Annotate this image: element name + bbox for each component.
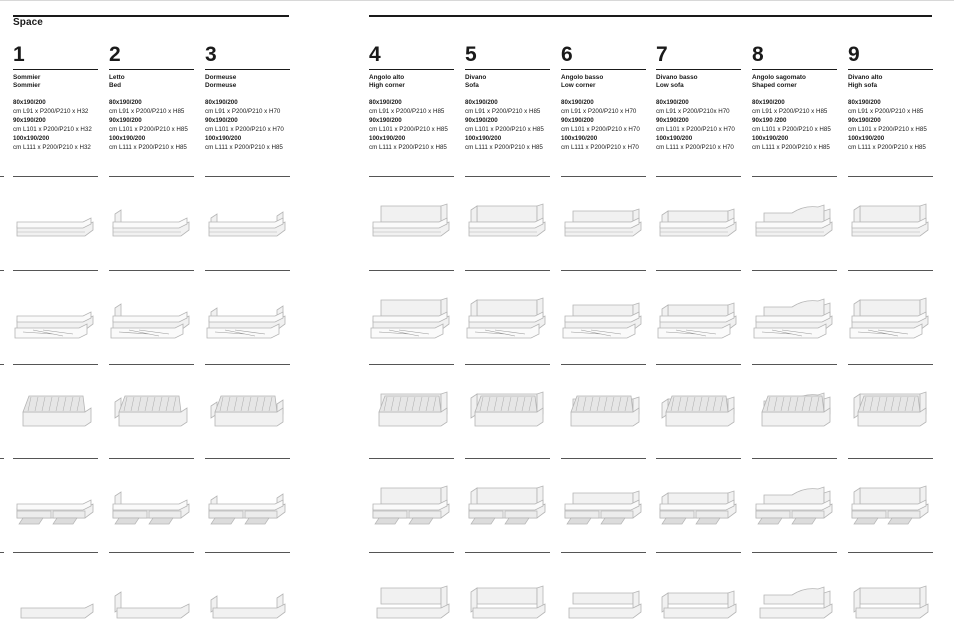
- row-rule: [561, 270, 646, 271]
- dimension-list: [752, 99, 837, 152]
- furniture-illustration-frame-only: [656, 578, 741, 628]
- overall-dimensions: cm L111 x P200/P210 x H85: [205, 143, 283, 151]
- model-number: 7: [656, 43, 668, 66]
- furniture-illustration-frame-only: [465, 578, 550, 628]
- model-number: 8: [752, 43, 764, 66]
- row-rule: [369, 364, 454, 365]
- furniture-illustration-frame-only: [369, 578, 454, 628]
- furniture-illustration-trundle-closed: [109, 196, 194, 246]
- model-name: [369, 74, 454, 90]
- overall-dimensions: cm L91 x P200/P210 x H70: [561, 107, 637, 115]
- furniture-illustration-drawers-open: [205, 478, 290, 528]
- mattress-size: 90x190/200: [656, 116, 689, 124]
- furniture-illustration-trundle-closed: [13, 196, 98, 246]
- furniture-illustration-drawers-open: [752, 478, 837, 528]
- bed-drawing: [205, 384, 290, 434]
- row-rule: [465, 176, 550, 177]
- furniture-illustration-frame-only: [848, 578, 933, 628]
- overall-dimensions: cm L111 x P200/P210 x H85: [109, 143, 187, 151]
- furniture-illustration-trundle-open: [369, 290, 454, 340]
- furniture-illustration-storage-lifted: [752, 384, 837, 434]
- bed-drawing: [205, 196, 290, 246]
- row-rule: [13, 176, 98, 177]
- bed-drawing: [848, 578, 933, 628]
- model-name: [752, 74, 837, 90]
- bed-drawing: [752, 384, 837, 434]
- furniture-illustration-storage-lifted: [465, 384, 550, 434]
- dimension-list: [848, 99, 933, 152]
- overall-dimensions: cm L91 x P200/P210 x H70: [205, 107, 281, 115]
- furniture-illustration-drawers-open: [13, 478, 98, 528]
- row-rule: [465, 552, 550, 553]
- furniture-illustration-storage-lifted: [848, 384, 933, 434]
- row-rule: [656, 364, 741, 365]
- model-name-it: Divano: [465, 74, 487, 81]
- model-name: [848, 74, 933, 90]
- furniture-illustration-storage-lifted: [109, 384, 194, 434]
- dimension-list: [465, 99, 550, 152]
- mattress-size: 80x190/200: [656, 99, 689, 106]
- bed-drawing: [848, 478, 933, 528]
- furniture-illustration-trundle-closed: [205, 196, 290, 246]
- bed-drawing: [205, 478, 290, 528]
- furniture-illustration-drawers-open: [109, 478, 194, 528]
- model-name-it: Dormeuse: [205, 74, 237, 81]
- section-title: Space: [13, 17, 43, 28]
- row-rule: [369, 270, 454, 271]
- row-rule: [848, 176, 933, 177]
- furniture-illustration-trundle-closed: [561, 196, 646, 246]
- mattress-size: 100x190/200: [752, 134, 789, 142]
- column-rule: [205, 69, 290, 70]
- furniture-illustration-drawers-open: [656, 478, 741, 528]
- model-number: 9: [848, 43, 860, 66]
- model-number: 1: [13, 43, 25, 66]
- bed-drawing: [656, 290, 741, 340]
- model-name-en: Bed: [109, 82, 122, 89]
- bed-drawing: [656, 478, 741, 528]
- furniture-illustration-trundle-open: [465, 290, 550, 340]
- row-tick: [0, 364, 4, 365]
- bed-drawing: [465, 578, 550, 628]
- model-name-it: Sommier: [13, 74, 41, 81]
- overall-dimensions: cm L101 x P200/P210 x H85: [465, 125, 544, 133]
- overall-dimensions: cm L111 x P200/P210 x H32: [13, 143, 91, 151]
- bed-drawing: [752, 196, 837, 246]
- model-name-en: Shaped corner: [752, 82, 797, 89]
- row-rule: [848, 552, 933, 553]
- model-number: 2: [109, 43, 121, 66]
- row-tick: [0, 176, 4, 177]
- mattress-size: 80x190/200: [13, 99, 46, 106]
- row-rule: [465, 270, 550, 271]
- furniture-illustration-frame-only: [13, 578, 98, 628]
- mattress-size: 90x190/200: [205, 116, 238, 124]
- overall-dimensions: cm L91 x P200/P210 x H85: [848, 107, 924, 115]
- row-rule: [205, 270, 290, 271]
- model-name-en: Low corner: [561, 82, 596, 89]
- bed-drawing: [656, 578, 741, 628]
- model-name-it: Angolo basso: [561, 74, 604, 81]
- bed-drawing: [752, 290, 837, 340]
- row-rule: [752, 270, 837, 271]
- model-name-it: Divano alto: [848, 74, 883, 81]
- product-column-4: [369, 44, 454, 152]
- dimension-list: [561, 99, 646, 152]
- furniture-illustration-trundle-open: [13, 290, 98, 340]
- bed-drawing: [656, 384, 741, 434]
- mattress-size: 100x190/200: [465, 134, 502, 142]
- furniture-illustration-storage-lifted: [13, 384, 98, 434]
- column-rule: [465, 69, 550, 70]
- bed-drawing: [109, 384, 194, 434]
- model-name: [465, 74, 550, 90]
- column-rule: [561, 69, 646, 70]
- bed-drawing: [109, 478, 194, 528]
- column-rule: [13, 69, 98, 70]
- bed-drawing: [465, 196, 550, 246]
- mattress-size: 90x190 /200: [752, 116, 787, 124]
- row-rule: [205, 176, 290, 177]
- overall-dimensions: cm L111 x P200/P210 x H85: [369, 143, 447, 151]
- mattress-size: 90x190/200: [109, 116, 142, 124]
- mattress-size: 100x190/200: [848, 134, 885, 142]
- model-name: [561, 74, 646, 90]
- mattress-size: 80x190/200: [109, 99, 142, 106]
- mattress-size: 80x190/200: [369, 99, 402, 106]
- furniture-illustration-storage-lifted: [205, 384, 290, 434]
- mattress-size: 100x190/200: [561, 134, 598, 142]
- row-rule: [109, 176, 194, 177]
- bed-drawing: [752, 478, 837, 528]
- bed-drawing: [13, 384, 98, 434]
- mattress-size: 90x190/200: [13, 116, 46, 124]
- row-rule: [656, 552, 741, 553]
- model-name: [109, 74, 194, 90]
- model-number: 6: [561, 43, 573, 66]
- mattress-size: 100x190/200: [109, 134, 146, 142]
- row-tick: [0, 552, 4, 553]
- column-rule: [369, 69, 454, 70]
- overall-dimensions: cm L101 x P200/P210 x H70: [205, 125, 284, 133]
- dimension-list: [656, 99, 741, 152]
- overall-dimensions: cm L101 x P200/P210 x H85: [369, 125, 448, 133]
- bed-drawing: [465, 478, 550, 528]
- row-rule: [369, 176, 454, 177]
- mattress-size: 80x190/200: [848, 99, 881, 106]
- mattress-size: 100x190/200: [369, 134, 406, 142]
- model-name-it: Angolo alto: [369, 74, 405, 81]
- row-rule: [109, 458, 194, 459]
- product-column-3: [205, 44, 290, 152]
- row-rule: [561, 552, 646, 553]
- overall-dimensions: cm L91 x P200/P210 x H85: [109, 107, 185, 115]
- model-name: [13, 74, 98, 90]
- model-name-en: Sommier: [13, 82, 41, 89]
- mattress-size: 100x190/200: [205, 134, 242, 142]
- bed-drawing: [109, 196, 194, 246]
- furniture-illustration-drawers-open: [561, 478, 646, 528]
- overall-dimensions: cm L101 x P200/P210 x H70: [656, 125, 735, 133]
- row-rule: [13, 364, 98, 365]
- row-rule: [752, 364, 837, 365]
- overall-dimensions: cm L111 x P200/P210 x H85: [465, 143, 543, 151]
- row-rule: [848, 364, 933, 365]
- bed-drawing: [465, 384, 550, 434]
- mattress-size: 90x190/200: [848, 116, 881, 124]
- row-rule: [656, 270, 741, 271]
- product-column-1: [13, 44, 98, 152]
- overall-dimensions: cm L111 x P200/P210 x H70: [656, 143, 734, 151]
- furniture-illustration-drawers-open: [848, 478, 933, 528]
- bed-drawing: [13, 478, 98, 528]
- bed-drawing: [561, 290, 646, 340]
- row-rule: [752, 458, 837, 459]
- row-rule: [109, 270, 194, 271]
- overall-dimensions: cm L91 x P200/P210x H70: [656, 107, 730, 115]
- overall-dimensions: cm L101 x P200/P210 x H70: [561, 125, 640, 133]
- model-number: 4: [369, 43, 381, 66]
- row-rule: [848, 270, 933, 271]
- row-rule: [13, 552, 98, 553]
- overall-dimensions: cm L111 x P200/P210 x H70: [561, 143, 639, 151]
- bed-drawing: [369, 290, 454, 340]
- row-rule: [848, 458, 933, 459]
- bed-drawing: [369, 196, 454, 246]
- bed-drawing: [561, 384, 646, 434]
- product-column-6: [561, 44, 646, 152]
- dimension-list: [109, 99, 194, 152]
- row-rule: [465, 364, 550, 365]
- product-column-5: [465, 44, 550, 152]
- row-rule: [561, 364, 646, 365]
- model-number: 5: [465, 43, 477, 66]
- product-column-8: [752, 44, 837, 152]
- row-rule: [656, 176, 741, 177]
- product-column-7: [656, 44, 741, 152]
- row-rule: [13, 458, 98, 459]
- column-rule: [109, 69, 194, 70]
- row-rule: [752, 176, 837, 177]
- bed-drawing: [109, 578, 194, 628]
- model-number: 3: [205, 43, 217, 66]
- furniture-illustration-trundle-open: [205, 290, 290, 340]
- bed-drawing: [561, 478, 646, 528]
- furniture-illustration-trundle-open: [848, 290, 933, 340]
- row-rule: [13, 270, 98, 271]
- model-name-it: Letto: [109, 74, 125, 81]
- bed-drawing: [13, 578, 98, 628]
- product-column-9: [848, 44, 933, 152]
- furniture-illustration-frame-only: [205, 578, 290, 628]
- dimension-list: [369, 99, 454, 152]
- overall-dimensions: cm L101 x P200/P210 x H32: [13, 125, 92, 133]
- furniture-illustration-frame-only: [109, 578, 194, 628]
- row-rule: [109, 552, 194, 553]
- model-name-en: Sofa: [465, 82, 479, 89]
- product-column-2: [109, 44, 194, 152]
- model-name-it: Angolo sagomato: [752, 74, 806, 81]
- bed-drawing: [205, 290, 290, 340]
- bed-drawing: [109, 290, 194, 340]
- mattress-size: 100x190/200: [656, 134, 693, 142]
- bed-drawing: [205, 578, 290, 628]
- column-rule: [752, 69, 837, 70]
- furniture-illustration-trundle-closed: [656, 196, 741, 246]
- furniture-illustration-trundle-open: [752, 290, 837, 340]
- model-name: [656, 74, 741, 90]
- column-rule: [656, 69, 741, 70]
- model-name-en: Low sofa: [656, 82, 684, 89]
- furniture-illustration-trundle-open: [656, 290, 741, 340]
- bed-drawing: [369, 578, 454, 628]
- model-name: [205, 74, 290, 90]
- furniture-illustration-storage-lifted: [369, 384, 454, 434]
- header-rule-right: [369, 15, 932, 17]
- bed-drawing: [13, 290, 98, 340]
- mattress-size: 80x190/200: [465, 99, 498, 106]
- column-rule: [848, 69, 933, 70]
- mattress-size: 100x190/200: [13, 134, 50, 142]
- row-rule: [109, 364, 194, 365]
- bed-drawing: [656, 196, 741, 246]
- bed-drawing: [752, 578, 837, 628]
- row-tick: [0, 458, 4, 459]
- mattress-size: 90x190/200: [369, 116, 402, 124]
- overall-dimensions: cm L101 x P200/P210 x H85: [109, 125, 188, 133]
- overall-dimensions: cm L101 x P200/P210 x H85: [848, 125, 927, 133]
- dimension-list: [13, 99, 98, 152]
- mattress-size: 80x190/200: [561, 99, 594, 106]
- row-rule: [369, 458, 454, 459]
- model-name-it: Divano basso: [656, 74, 698, 81]
- row-rule: [205, 458, 290, 459]
- row-rule: [465, 458, 550, 459]
- mattress-size: 80x190/200: [752, 99, 785, 106]
- furniture-illustration-trundle-closed: [848, 196, 933, 246]
- furniture-illustration-frame-only: [561, 578, 646, 628]
- overall-dimensions: cm L111 x P200/P210 x H85: [848, 143, 926, 151]
- overall-dimensions: cm L91 x P200/P210 x H85: [369, 107, 445, 115]
- row-rule: [561, 176, 646, 177]
- row-rule: [369, 552, 454, 553]
- overall-dimensions: cm L91 x P200/P210 x H32: [13, 107, 89, 115]
- furniture-illustration-trundle-closed: [752, 196, 837, 246]
- furniture-illustration-storage-lifted: [561, 384, 646, 434]
- mattress-size: 80x190/200: [205, 99, 238, 106]
- bed-drawing: [848, 290, 933, 340]
- furniture-illustration-frame-only: [752, 578, 837, 628]
- page-fold-line: [0, 0, 954, 1]
- bed-drawing: [465, 290, 550, 340]
- overall-dimensions: cm L111 x P200/P210 x H85: [752, 143, 830, 151]
- furniture-illustration-trundle-closed: [369, 196, 454, 246]
- overall-dimensions: cm L91 x P200/P210 x H85: [465, 107, 541, 115]
- furniture-illustration-drawers-open: [369, 478, 454, 528]
- mattress-size: 90x190/200: [561, 116, 594, 124]
- header-rule-left: [13, 15, 289, 17]
- bed-drawing: [369, 478, 454, 528]
- model-name-en: Dormeuse: [205, 82, 237, 89]
- overall-dimensions: cm L91 x P200/P210 x H85: [752, 107, 828, 115]
- row-rule: [205, 552, 290, 553]
- bed-drawing: [561, 196, 646, 246]
- mattress-size: 90x190/200: [465, 116, 498, 124]
- row-rule: [656, 458, 741, 459]
- furniture-illustration-trundle-open: [109, 290, 194, 340]
- furniture-illustration-trundle-closed: [465, 196, 550, 246]
- bed-drawing: [369, 384, 454, 434]
- furniture-illustration-drawers-open: [465, 478, 550, 528]
- bed-drawing: [848, 196, 933, 246]
- overall-dimensions: cm L101 x P200/P210 x H85: [752, 125, 831, 133]
- bed-drawing: [13, 196, 98, 246]
- row-rule: [205, 364, 290, 365]
- bed-drawing: [561, 578, 646, 628]
- row-rule: [561, 458, 646, 459]
- row-tick: [0, 270, 4, 271]
- row-rule: [752, 552, 837, 553]
- model-name-en: High corner: [369, 82, 405, 89]
- furniture-illustration-storage-lifted: [656, 384, 741, 434]
- dimension-list: [205, 99, 290, 152]
- furniture-illustration-trundle-open: [561, 290, 646, 340]
- bed-drawing: [848, 384, 933, 434]
- model-name-en: High sofa: [848, 82, 878, 89]
